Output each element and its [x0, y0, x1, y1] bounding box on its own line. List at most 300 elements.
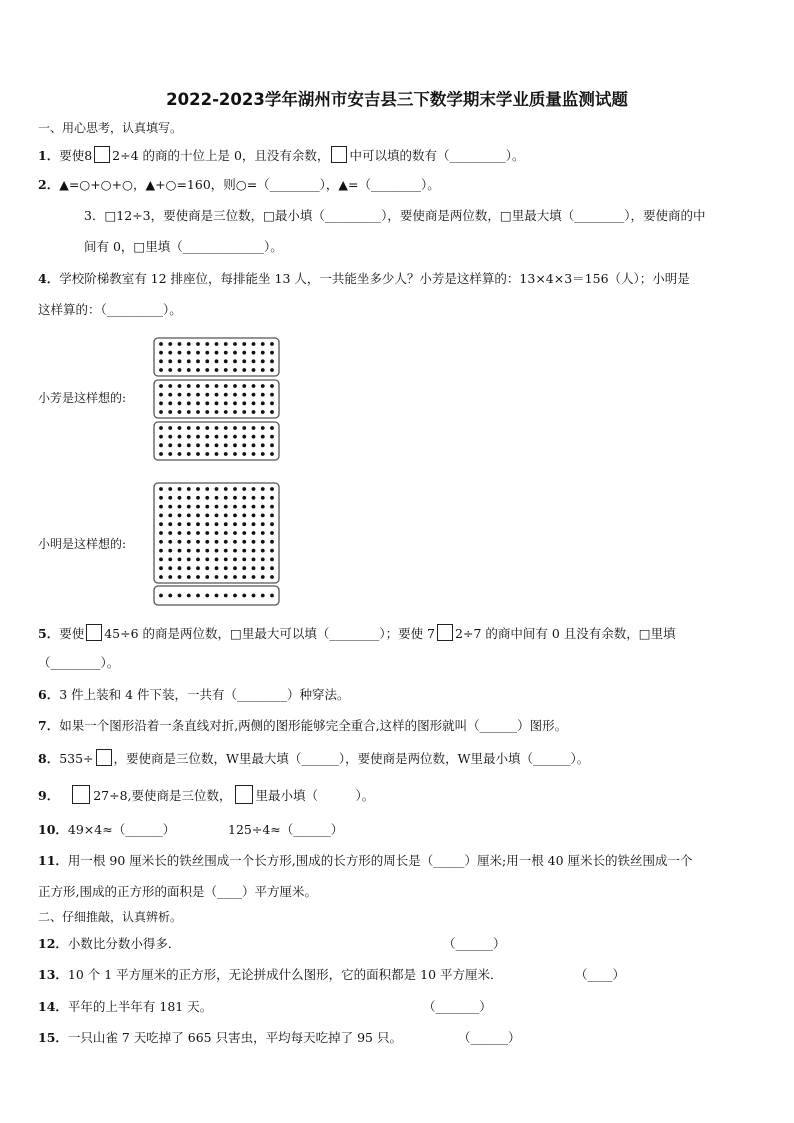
seat-dot — [196, 359, 200, 363]
seat-dot — [178, 359, 182, 363]
dot-group — [154, 586, 279, 605]
seat-dot — [178, 351, 182, 355]
seat-dot — [159, 549, 163, 553]
seat-dot — [168, 505, 172, 509]
seat-dot — [261, 540, 265, 544]
seat-dot — [270, 522, 274, 526]
seat-dot — [224, 443, 228, 447]
seat-dot — [159, 487, 163, 491]
seat-dot — [252, 435, 256, 439]
seat-dot — [233, 359, 237, 363]
seat-dot — [196, 452, 200, 456]
seat-dot — [205, 540, 209, 544]
seat-dot — [270, 505, 274, 509]
seat-dot — [159, 531, 163, 535]
q7-text: 如果一个图形沿着一条直线对折,两侧的图形能够完全重合,这样的图形就叫（______）图形。 — [59, 718, 568, 733]
q9-text-b: 里最小填（ ）。 — [255, 788, 375, 803]
seat-dot — [196, 505, 200, 509]
page-title: 2022-2023学年湖州市安吉县三下数学期末学业质量监测试题 — [166, 90, 628, 109]
seat-dot — [242, 505, 246, 509]
seat-dot — [196, 368, 200, 372]
seat-dot — [205, 393, 209, 397]
xiaoming-dot-diagram — [153, 482, 281, 607]
question-4-line-1 — [38, 271, 690, 287]
seat-dot — [242, 443, 246, 447]
seat-dot — [178, 531, 182, 535]
seat-dot — [233, 487, 237, 491]
seat-dot — [196, 575, 200, 579]
seat-dot — [261, 558, 265, 562]
seat-dot — [252, 351, 256, 355]
seat-dot — [224, 505, 228, 509]
seat-dot — [159, 384, 163, 388]
seat-dot — [205, 487, 209, 491]
seat-dot — [261, 384, 265, 388]
seat-dot — [224, 384, 228, 388]
seat-dot — [252, 531, 256, 535]
seat-dot — [233, 368, 237, 372]
seat-dot — [187, 566, 191, 570]
seat-dot — [242, 384, 246, 388]
seat-dot — [252, 443, 256, 447]
question-11-line-1 — [38, 853, 693, 869]
seat-dot — [270, 531, 274, 535]
seat-dot — [270, 359, 274, 363]
seat-dot — [187, 452, 191, 456]
seat-dot — [159, 368, 163, 372]
seat-dot — [178, 575, 182, 579]
seat-dot — [261, 359, 265, 363]
xiaofang-dot-diagram — [153, 337, 281, 463]
seat-dot — [159, 401, 163, 405]
seat-dot — [159, 575, 163, 579]
seat-dot — [215, 384, 219, 388]
seat-dot — [159, 359, 163, 363]
seat-dot — [205, 435, 209, 439]
seat-dot — [252, 575, 256, 579]
seat-dot — [252, 549, 256, 553]
seat-dot — [252, 359, 256, 363]
question-14 — [38, 999, 212, 1015]
seat-dot — [159, 393, 163, 397]
seat-dot — [224, 566, 228, 570]
seat-dot — [215, 351, 219, 355]
seat-dot — [270, 435, 274, 439]
seat-dot — [159, 514, 163, 518]
seat-dot — [178, 487, 182, 491]
blank-box[interactable] — [437, 624, 453, 641]
seat-dot — [187, 558, 191, 562]
seat-dot — [261, 342, 265, 346]
seat-dot — [159, 452, 163, 456]
seat-dot — [242, 540, 246, 544]
seat-dot — [178, 549, 182, 553]
q5-text-c: 2÷7 的商中间有 0 且没有余数，□里填 — [455, 626, 676, 641]
question-15 — [38, 1030, 402, 1046]
q13-text: 10 个 1 平方厘米的正方形，无论拼成什么图形，它的面积都是 10 平方厘米． — [67, 967, 503, 982]
seat-dot — [261, 426, 265, 430]
seat-dot — [261, 575, 265, 579]
seat-dot — [187, 443, 191, 447]
seat-dot — [159, 426, 163, 430]
seat-dot — [178, 540, 182, 544]
question-number: 1． — [38, 148, 60, 163]
seat-dot — [252, 342, 256, 346]
question-10 — [38, 822, 175, 838]
seat-dot — [196, 426, 200, 430]
seat-dot — [242, 514, 246, 518]
seat-dot — [224, 522, 228, 526]
seat-dot — [187, 540, 191, 544]
seat-dot — [215, 558, 219, 562]
seat-dot — [196, 351, 200, 355]
seat-dot — [233, 531, 237, 535]
q14-text: 平年的上半年有 181 天。 — [67, 999, 213, 1014]
seat-dot — [215, 452, 219, 456]
seat-dot — [261, 566, 265, 570]
seat-dot — [224, 487, 228, 491]
seat-dot — [252, 522, 256, 526]
seat-dot — [168, 351, 172, 355]
seat-dot — [233, 496, 237, 500]
seat-dot — [270, 566, 274, 570]
seat-dot — [224, 401, 228, 405]
seat-dot — [233, 566, 237, 570]
seat-dot — [215, 594, 219, 598]
seat-dot — [233, 522, 237, 526]
seat-dot — [215, 368, 219, 372]
seat-dot — [242, 426, 246, 430]
question-4-line-2: 这样算的：（_________）。 — [38, 302, 182, 317]
seat-dot — [168, 393, 172, 397]
seat-dot — [242, 558, 246, 562]
seat-dot — [196, 558, 200, 562]
seat-dot — [196, 435, 200, 439]
seat-dot — [215, 393, 219, 397]
seat-dot — [224, 549, 228, 553]
seat-dot — [187, 435, 191, 439]
seat-dot — [205, 549, 209, 553]
q2-text: ▲=○+○+○，▲+○=160，则○=（________），▲=（________）。 — [59, 177, 440, 192]
seat-dot — [233, 435, 237, 439]
seat-dot — [187, 505, 191, 509]
seat-dot — [168, 522, 172, 526]
q8-text-a: 535÷ — [59, 751, 94, 766]
question-5-line-1 — [38, 624, 676, 642]
seat-dot — [187, 514, 191, 518]
seat-dot — [252, 540, 256, 544]
seat-dot — [215, 522, 219, 526]
seat-dot — [168, 368, 172, 372]
question-10-part-b: 125÷4≈（______） — [228, 822, 344, 837]
seat-dot — [215, 443, 219, 447]
seat-dot — [270, 351, 274, 355]
seat-dot — [224, 435, 228, 439]
seat-dot — [233, 384, 237, 388]
seat-dot — [187, 342, 191, 346]
seat-dot — [224, 359, 228, 363]
seat-dot — [205, 575, 209, 579]
seat-dot — [252, 594, 256, 598]
question-number: 11． — [38, 853, 68, 868]
seat-dot — [196, 566, 200, 570]
seat-dot — [178, 566, 182, 570]
seat-dot — [242, 487, 246, 491]
seat-dot — [196, 496, 200, 500]
seat-dot — [242, 435, 246, 439]
seat-dot — [261, 487, 265, 491]
seat-dot — [178, 452, 182, 456]
question-number: 15． — [38, 1030, 68, 1045]
seat-dot — [168, 384, 172, 388]
seat-dot — [224, 496, 228, 500]
seat-dot — [261, 393, 265, 397]
seat-dot — [196, 549, 200, 553]
q1-text-a: 要使8 — [59, 148, 93, 163]
q1-text-b: 2÷4 的商的十位上是 0，且没有余数， — [112, 148, 330, 163]
seat-dot — [187, 351, 191, 355]
seat-dot — [159, 443, 163, 447]
seat-dot — [178, 401, 182, 405]
seat-dot — [168, 594, 172, 598]
xiaofang-label: 小芳是这样想的: — [38, 391, 127, 405]
seat-dot — [242, 594, 246, 598]
question-number: 5． — [38, 626, 60, 641]
seat-dot — [205, 384, 209, 388]
seat-dot — [252, 514, 256, 518]
seat-dot — [205, 496, 209, 500]
question-3-line-1: 3．□12÷3，要使商是三位数，□最小填（_________），要使商是两位数，□里最大填（________），要使商的中 — [84, 208, 706, 223]
seat-dot — [242, 575, 246, 579]
seat-dot — [242, 342, 246, 346]
seat-dot — [159, 342, 163, 346]
judge-blank[interactable]: （______） — [443, 936, 506, 951]
xiaoming-label: 小明是这样想的: — [38, 537, 127, 551]
seat-dot — [205, 566, 209, 570]
seat-dot — [159, 566, 163, 570]
question-12 — [38, 936, 180, 952]
seat-dot — [252, 368, 256, 372]
seat-dot — [205, 342, 209, 346]
seat-dot — [233, 540, 237, 544]
question-3-line-2: 间有 0，□里填（_____________）。 — [84, 239, 283, 254]
seat-dot — [224, 342, 228, 346]
judge-blank[interactable]: （______） — [458, 1030, 521, 1045]
seat-dot — [178, 496, 182, 500]
seat-dot — [196, 514, 200, 518]
seat-dot — [159, 496, 163, 500]
seat-dot — [168, 496, 172, 500]
seat-dot — [261, 401, 265, 405]
seat-dot — [196, 531, 200, 535]
seat-dot — [233, 452, 237, 456]
seat-dot — [178, 342, 182, 346]
seat-dot — [178, 558, 182, 562]
seat-dot — [168, 426, 172, 430]
q15-text: 一只山雀 7 天吃掉了 665 只害虫，平均每天吃掉了 95 只。 — [67, 1030, 402, 1045]
seat-dot — [187, 575, 191, 579]
seat-dot — [205, 558, 209, 562]
seat-dot — [168, 549, 172, 553]
seat-dot — [252, 452, 256, 456]
seat-dot — [215, 496, 219, 500]
seat-dot — [187, 401, 191, 405]
seat-dot — [252, 384, 256, 388]
seat-dot — [224, 575, 228, 579]
blank-box[interactable] — [94, 146, 110, 163]
seat-dot — [178, 443, 182, 447]
q12-text: 小数比分数小得多． — [67, 936, 181, 951]
seat-dot — [187, 522, 191, 526]
seat-dot — [242, 401, 246, 405]
seat-dot — [270, 426, 274, 430]
seat-dot — [233, 558, 237, 562]
seat-dot — [270, 401, 274, 405]
blank-box[interactable] — [96, 749, 112, 766]
dot-group — [154, 483, 279, 583]
seat-dot — [224, 531, 228, 535]
seat-dot — [187, 384, 191, 388]
seat-dot — [224, 426, 228, 430]
seat-dot — [196, 401, 200, 405]
question-2 — [38, 177, 440, 193]
seat-dot — [178, 426, 182, 430]
seat-dot — [196, 342, 200, 346]
section-2-heading: 二、仔细推敲，认真辨析。 — [38, 910, 183, 924]
seat-dot — [215, 426, 219, 430]
seat-dot — [252, 401, 256, 405]
blank-box[interactable] — [72, 785, 90, 804]
blank-box[interactable] — [235, 785, 253, 804]
seat-dot — [196, 594, 200, 598]
seat-dot — [187, 531, 191, 535]
q6-text: 3 件上装和 4 件下装，一共有（________）种穿法。 — [59, 687, 350, 702]
seat-dot — [252, 566, 256, 570]
judge-blank[interactable]: （____） — [575, 967, 626, 982]
question-1 — [38, 146, 524, 164]
seat-dot — [168, 531, 172, 535]
dot-group — [154, 338, 279, 376]
seat-dot — [168, 401, 172, 405]
seat-dot — [233, 426, 237, 430]
seat-dot — [215, 435, 219, 439]
blank-box[interactable] — [331, 146, 347, 163]
seat-dot — [187, 594, 191, 598]
seat-dot — [261, 531, 265, 535]
seat-dot — [242, 351, 246, 355]
blank-box[interactable] — [86, 624, 102, 641]
seat-dot — [159, 558, 163, 562]
seat-dot — [187, 496, 191, 500]
judge-blank[interactable]: （_______） — [423, 999, 492, 1014]
question-number: 6． — [38, 687, 60, 702]
seat-dot — [242, 410, 246, 414]
seat-dot — [261, 443, 265, 447]
seat-dot — [196, 393, 200, 397]
seat-dot — [159, 410, 163, 414]
seat-dot — [196, 443, 200, 447]
seat-dot — [205, 401, 209, 405]
seat-dot — [178, 368, 182, 372]
seat-dot — [270, 487, 274, 491]
seat-dot — [196, 384, 200, 388]
q4-text: 学校阶梯教室有 12 排座位，每排能坐 13 人，一共能坐多少人？小芳是这样算的：13×4×3＝156（人）；小明是 — [59, 271, 690, 286]
seat-dot — [205, 410, 209, 414]
seat-dot — [168, 443, 172, 447]
seat-dot — [205, 359, 209, 363]
seat-dot — [187, 487, 191, 491]
seat-dot — [270, 384, 274, 388]
q9-text-a: 27÷8,要使商是三位数， — [93, 788, 232, 803]
seat-dot — [270, 540, 274, 544]
seat-dot — [252, 558, 256, 562]
q10-text-a: 49×4≈（______） — [67, 822, 176, 837]
seat-dot — [261, 351, 265, 355]
seat-dot — [242, 368, 246, 372]
seat-dot — [233, 514, 237, 518]
seat-dot — [252, 426, 256, 430]
seat-dot — [233, 410, 237, 414]
seat-dot — [215, 342, 219, 346]
seat-dot — [205, 531, 209, 535]
seat-dot — [205, 505, 209, 509]
seat-dot — [233, 443, 237, 447]
seat-dot — [159, 522, 163, 526]
seat-dot — [270, 549, 274, 553]
seat-dot — [215, 359, 219, 363]
seat-dot — [224, 452, 228, 456]
seat-dot — [224, 368, 228, 372]
seat-dot — [168, 514, 172, 518]
seat-dot — [215, 514, 219, 518]
seat-dot — [233, 401, 237, 405]
question-number: 7． — [38, 718, 60, 733]
seat-dot — [215, 566, 219, 570]
seat-dot — [224, 393, 228, 397]
seat-dot — [205, 594, 209, 598]
seat-dot — [270, 594, 274, 598]
seat-dot — [261, 435, 265, 439]
seat-dot — [168, 435, 172, 439]
seat-dot — [159, 435, 163, 439]
seat-dot — [215, 505, 219, 509]
seat-dot — [205, 514, 209, 518]
seat-dot — [178, 522, 182, 526]
seat-dot — [215, 401, 219, 405]
seat-dot — [205, 443, 209, 447]
seat-dot — [168, 575, 172, 579]
seat-dot — [270, 443, 274, 447]
seat-dot — [233, 393, 237, 397]
seat-dot — [187, 410, 191, 414]
q11-text: 用一根 90 厘米长的铁丝围成一个长方形,围成的长方形的周长是（_____）厘米;用一根 40 厘米长的铁丝围成一个 — [67, 853, 693, 868]
seat-dot — [196, 410, 200, 414]
seat-dot — [261, 452, 265, 456]
seat-dot — [270, 368, 274, 372]
seat-dot — [270, 558, 274, 562]
seat-dot — [168, 342, 172, 346]
seat-dot — [168, 558, 172, 562]
seat-dot — [233, 342, 237, 346]
seat-dot — [261, 505, 265, 509]
seat-dot — [178, 384, 182, 388]
seat-dot — [215, 487, 219, 491]
question-13 — [38, 967, 503, 983]
seat-dot — [242, 549, 246, 553]
section-1-heading: 一、用心思考，认真填写。 — [38, 121, 183, 135]
seat-dot — [215, 410, 219, 414]
seat-dot — [205, 452, 209, 456]
